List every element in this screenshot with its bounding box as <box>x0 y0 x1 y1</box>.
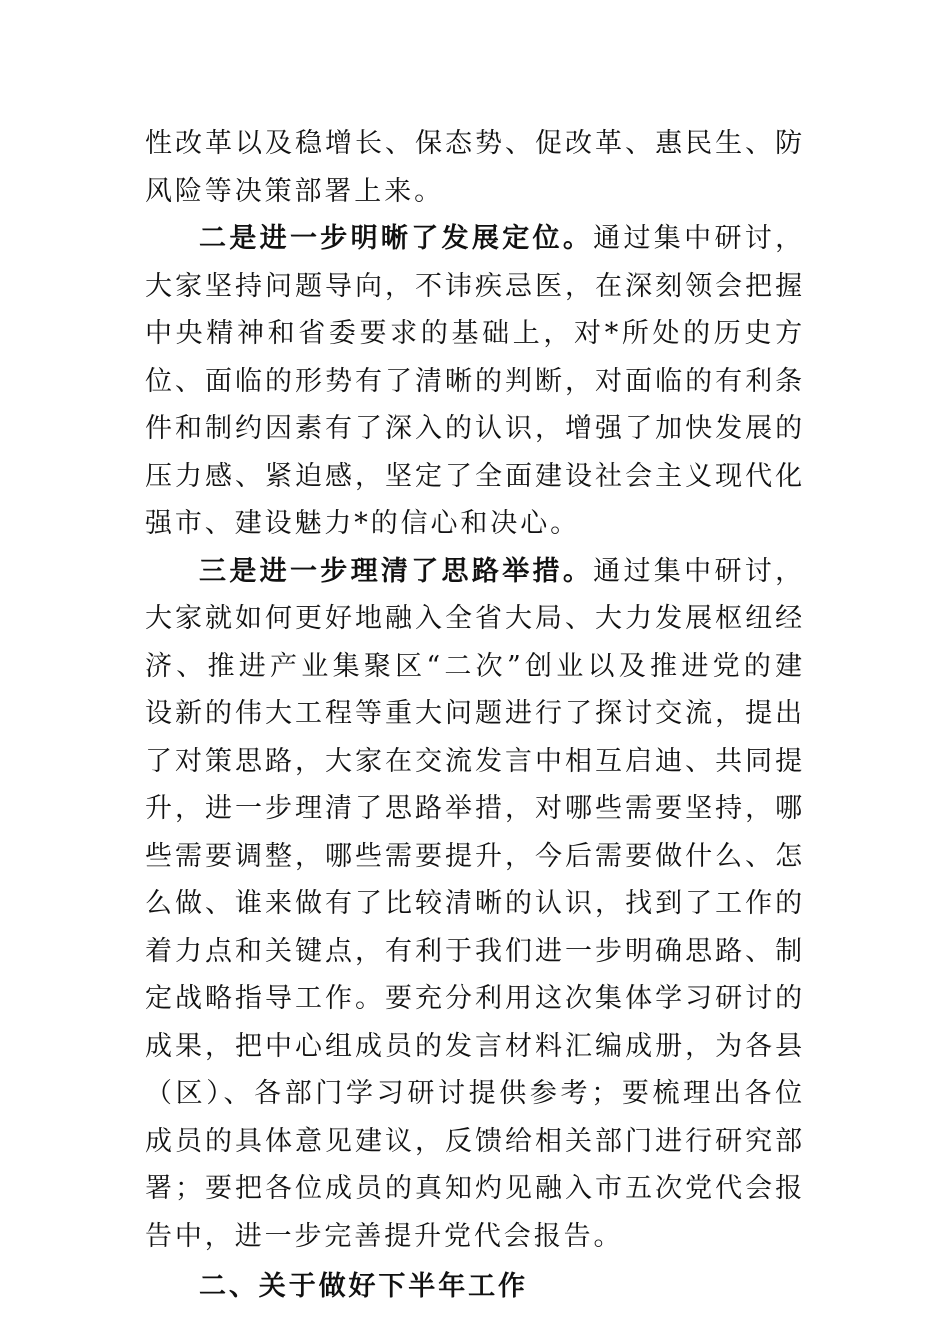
paragraph-ideas-measures <box>145 548 805 1261</box>
paragraph-lead: 二是进一步明晰了发展定位。 <box>199 223 594 254</box>
paragraph-lead: 三是进一步理清了思路举措。 <box>199 555 594 587</box>
paragraph-development-positioning <box>145 215 805 548</box>
paragraph-body: 通过集中研讨，大家坚持问题导向，不讳疾忌医，在深刻领会把握中央精神和省委要求的基础上，对*所处的历史方位、面临的形势有了清晰的判断，对面临的有利条件和制约因素有了深入的认识，增强了加快发展的压力感、紧迫感，坚定了全面建设社会主义现代化强市、建设魅力*的信心和决心。 <box>145 223 805 539</box>
section-heading: 二、关于做好下半年工作 <box>199 1271 528 1302</box>
document-body <box>145 120 805 1311</box>
paragraph-body: 通过集中研讨，大家就如何更好地融入全省大局、大力发展枢纽经济、推进产业集聚区“二次”创业以及推进党的建设新的伟大工程等重大问题进行了探讨交流，提出了对策思路，大家在交流发言中相互启迪、共同提升，进一步理清了思路举措，对哪些需要坚持，哪些需要调整，哪些需要提升，今后需要做什么、怎么做、谁来做有了比较清晰的认识，找到了工作的着力点和关键点，有利于我们进一步明确思路、制定战略指导工作。要充分利用这次集体学习研讨的成果，把中心组成员的发言材料汇编成册，为各县（区）、各部门学习研讨提供参考；要梳理出各位成员的具体意见建议，反馈给相关部门进行研究部署；要把各位成员的真知灼见融入市五次党代会报告中，进一步完善提升党代会报告。 <box>145 555 805 1252</box>
paragraph-body: 性改革以及稳增长、保态势、促改革、惠民生、防风险等决策部署上来。 <box>145 128 805 207</box>
paragraph-continuation <box>145 120 805 215</box>
